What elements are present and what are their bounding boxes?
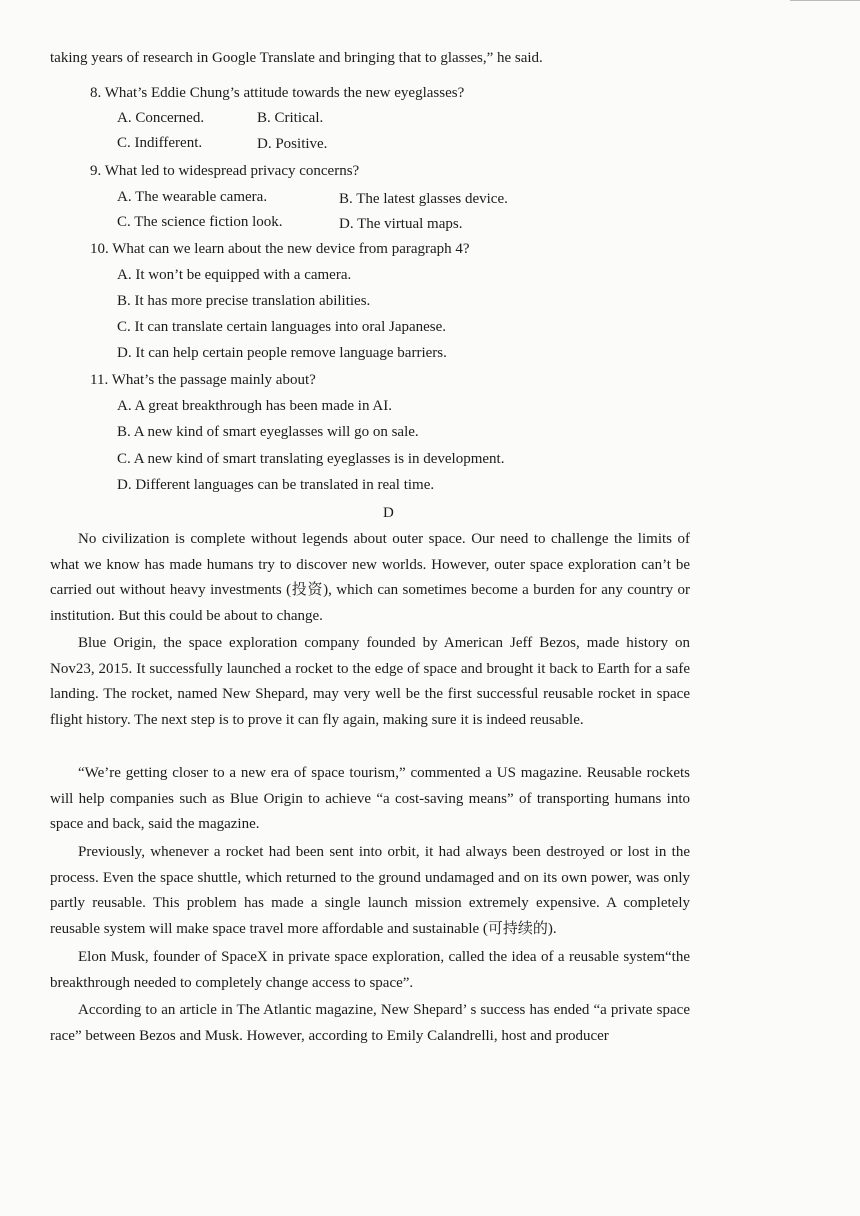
option-8d[interactable]: D. Positive. [257,136,328,152]
passage-paragraph-6: According to an article in The Atlantic magazine, New Shepard’ s success has ended “a private space race” between Bezos and Musk. However, according to Emily Calandrelli, host and producer [50,1002,690,1044]
question-text: What can we learn about the new device from paragraph 4? [112,241,470,257]
question-number: 10. [90,241,109,257]
option-10a[interactable]: A. It won’t be equipped with a camera. [117,267,352,283]
passage-continuation-line: taking years of research in Google Translate and bringing that to glasses,” he said. [50,50,543,66]
question-9 [90,163,359,180]
option-11b[interactable]: B. A new kind of smart eyeglasses will go on sale. [117,424,419,440]
question-text: What’s the passage mainly about? [111,372,316,388]
section-heading-d: D [383,505,394,521]
question-text: What led to widespread privacy concerns? [104,163,360,179]
passage-paragraph-2: Blue Origin, the space exploration company founded by American Jeff Bezos, made history on Nov23, 2015. It successfully launched a rocket to the edge of space and brought it back to Earth for a safe landing. The rocket, named New Shepard, may very well be the first successful reusable rocket in space flight history. The next step is to prove it can fly again, making sure it is indeed reusable. [50,635,690,728]
page-edge-line [790,0,860,1]
option-10b[interactable]: B. It has more precise translation abilities. [117,293,371,309]
option-11c[interactable]: C. A new kind of smart translating eyeglasses is in development. [117,451,505,467]
passage-paragraph-1: No civilization is complete without legends about outer space. Our need to challenge the limits of what we know has made humans try to discover new worlds. However, outer space exploration can’t be carried out without heavy investments (投资), which can sometimes become a burden for any country or institution. But this could be about to change. [50,531,690,624]
question-text: What’s Eddie Chung’s attitude towards the new eyeglasses? [104,85,465,101]
question-8 [90,85,464,102]
question-number: 8. [90,85,102,101]
passage-paragraph-3: “We’re getting closer to a new era of space tourism,” commented a US magazine. Reusable rockets will help companies such as Blue Origin to achieve “a cost-saving means” of transporting humans into space and back, said the magazine. [50,765,690,832]
option-8b[interactable]: B. Critical. [257,110,324,126]
option-9c[interactable]: C. The science fiction look. [117,214,283,230]
question-11 [90,372,316,389]
option-10c[interactable]: C. It can translate certain languages into oral Japanese. [117,319,447,335]
option-11d[interactable]: D. Different languages can be translated in real time. [117,477,435,493]
option-9d[interactable]: D. The virtual maps. [339,216,463,232]
option-8a[interactable]: A. Concerned. [117,110,205,126]
option-11a[interactable]: A. A great breakthrough has been made in AI. [117,398,392,414]
question-number: 9. [90,163,102,179]
option-8c[interactable]: C. Indifferent. [117,135,203,151]
question-number: 11. [90,372,109,388]
option-9a[interactable]: A. The wearable camera. [117,189,268,205]
option-10d[interactable]: D. It can help certain people remove language barriers. [117,345,447,361]
question-10 [90,241,470,258]
option-9b[interactable]: B. The latest glasses device. [339,191,508,207]
passage-paragraph-4: Previously, whenever a rocket had been sent into orbit, it had always been destroyed or lost in the process. Even the space shuttle, which returned to the ground undamaged and on its own power, was only partly reusable. This problem has made a single launch mission extremely expensive. A completely reusable system will make space travel more affordable and sustainable (可持续的). [50,844,690,937]
passage-paragraph-5: Elon Musk, founder of SpaceX in private space exploration, called the idea of a reusable system“the breakthrough needed to completely change access to space”. [50,949,690,991]
